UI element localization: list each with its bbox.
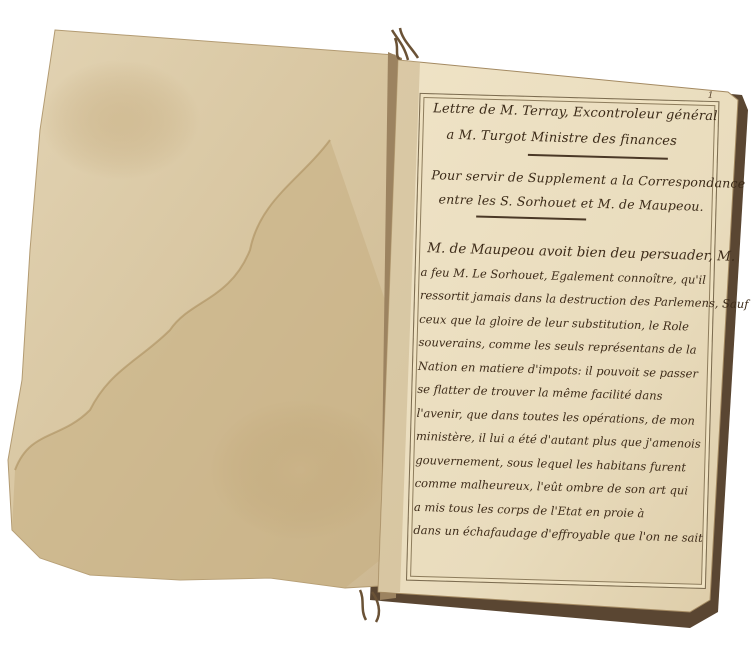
body-line: souverains, comme les seuls représentans de la bbox=[418, 334, 697, 357]
body-line: comme malheureux, l'eût ombre de son art qui bbox=[414, 475, 689, 498]
body-line: a mis tous les corps de l'Etat en proie à bbox=[413, 499, 645, 520]
right-page bbox=[375, 78, 749, 608]
body-line: l'avenir, que dans toutes les opérations, de mon bbox=[416, 405, 696, 428]
subtitle-line-2: entre les S. Sorhouet et M. de Maupeou. bbox=[438, 191, 705, 214]
body-line: se flatter de trouver la même facilité dans bbox=[417, 381, 663, 403]
body-line: ceux que la gloire de leur substitution, le Role bbox=[419, 311, 690, 333]
body-line: Nation en matiere d'impots: il pouvoit se passer bbox=[417, 358, 699, 381]
subtitle-line-1: Pour servir de Supplement a la Correspondance bbox=[431, 167, 746, 191]
body-line: dans un échafaudage d'effroyable que l'on ne sait bbox=[413, 522, 703, 545]
body-line: ressortit jamais dans la destruction des Parlemens, Sauf bbox=[419, 287, 749, 312]
body-line: M. de Maupeou avoit bien deu persuader, M. bbox=[427, 240, 736, 265]
body-line: a feu M. Le Sorhouet, Egalement connoître, qu'il bbox=[420, 264, 707, 287]
page-number: 1 bbox=[707, 90, 714, 102]
title-line-2: a M. Turgot Ministre des finances bbox=[446, 127, 678, 150]
body-line: gouvernement, sous lequel les habitans furent bbox=[415, 452, 687, 474]
title-line-1: Lettre de M. Terray, Excontroleur général bbox=[432, 101, 718, 125]
manuscript-body bbox=[413, 237, 749, 550]
body-line: ministère, il lui a été d'autant plus que j'amenois bbox=[415, 428, 701, 451]
